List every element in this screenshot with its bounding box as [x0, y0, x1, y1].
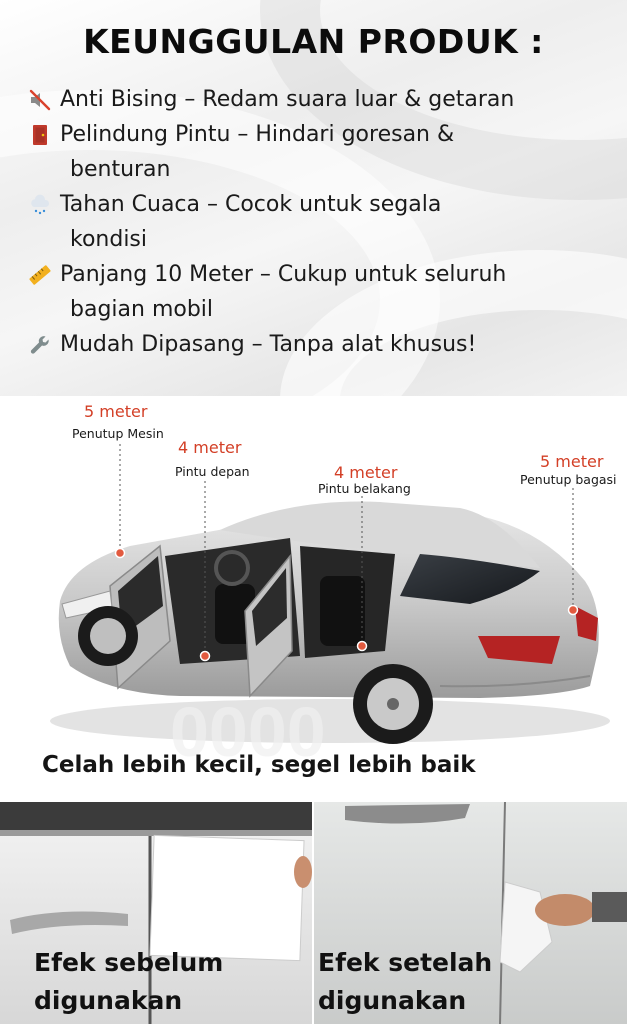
after-label-line2: digunakan	[318, 986, 467, 1015]
feature-text: Panjang 10 Meter – Cukup untuk seluruh	[60, 262, 507, 287]
part-label-engine-hood: Penutup Mesin	[72, 426, 164, 441]
length-label-rear-door: 4 meter	[334, 463, 398, 482]
feature-item-anti-bising	[28, 82, 608, 117]
before-label	[34, 944, 223, 1020]
door-icon	[28, 123, 52, 147]
feature-text: Tahan Cuaca – Cocok untuk segala	[60, 192, 442, 217]
feature-text-continued: benturan	[70, 157, 171, 182]
car-diagram-panel	[0, 396, 627, 802]
part-label-rear-door: Pintu belakang	[318, 481, 411, 496]
page-title: KEUNGGULAN PRODUK :	[83, 22, 544, 61]
before-label-line1: Efek sebelum	[34, 948, 224, 977]
length-label-trunk: 5 meter	[540, 452, 604, 471]
feature-text-continued: kondisi	[70, 227, 148, 252]
length-label-front-door: 4 meter	[178, 438, 242, 457]
wrench-icon	[28, 333, 52, 357]
features-panel	[0, 0, 627, 396]
before-after-panel	[0, 802, 627, 1024]
feature-item-tahan-cuaca	[28, 187, 608, 257]
svg-text:0000: 0000	[170, 693, 326, 771]
after-label	[318, 944, 492, 1020]
part-label-trunk: Penutup bagasi	[520, 472, 617, 487]
feature-item-pelindung-pintu	[28, 117, 608, 187]
feature-text: Mudah Dipasang – Tanpa alat khusus!	[60, 332, 477, 357]
feature-text: Anti Bising – Redam suara luar & getaran	[60, 87, 515, 112]
feature-item-mudah-dipasang	[28, 327, 608, 362]
mute-speaker-icon	[28, 88, 52, 112]
before-label-line2: digunakan	[34, 986, 183, 1015]
feature-text: Pelindung Pintu – Hindari goresan &	[60, 122, 455, 147]
feature-list	[28, 82, 608, 362]
length-label-engine-hood: 5 meter	[84, 402, 148, 421]
part-label-front-door: Pintu depan	[175, 464, 250, 479]
after-label-line1: Efek setelah	[318, 948, 493, 977]
car-illustration	[0, 396, 627, 802]
feature-text-continued: bagian mobil	[70, 297, 214, 322]
ruler-icon	[28, 263, 52, 287]
feature-item-panjang	[28, 257, 608, 327]
car-caption: Celah lebih kecil, segel lebih baik	[42, 752, 476, 778]
rain-cloud-icon	[28, 193, 52, 217]
